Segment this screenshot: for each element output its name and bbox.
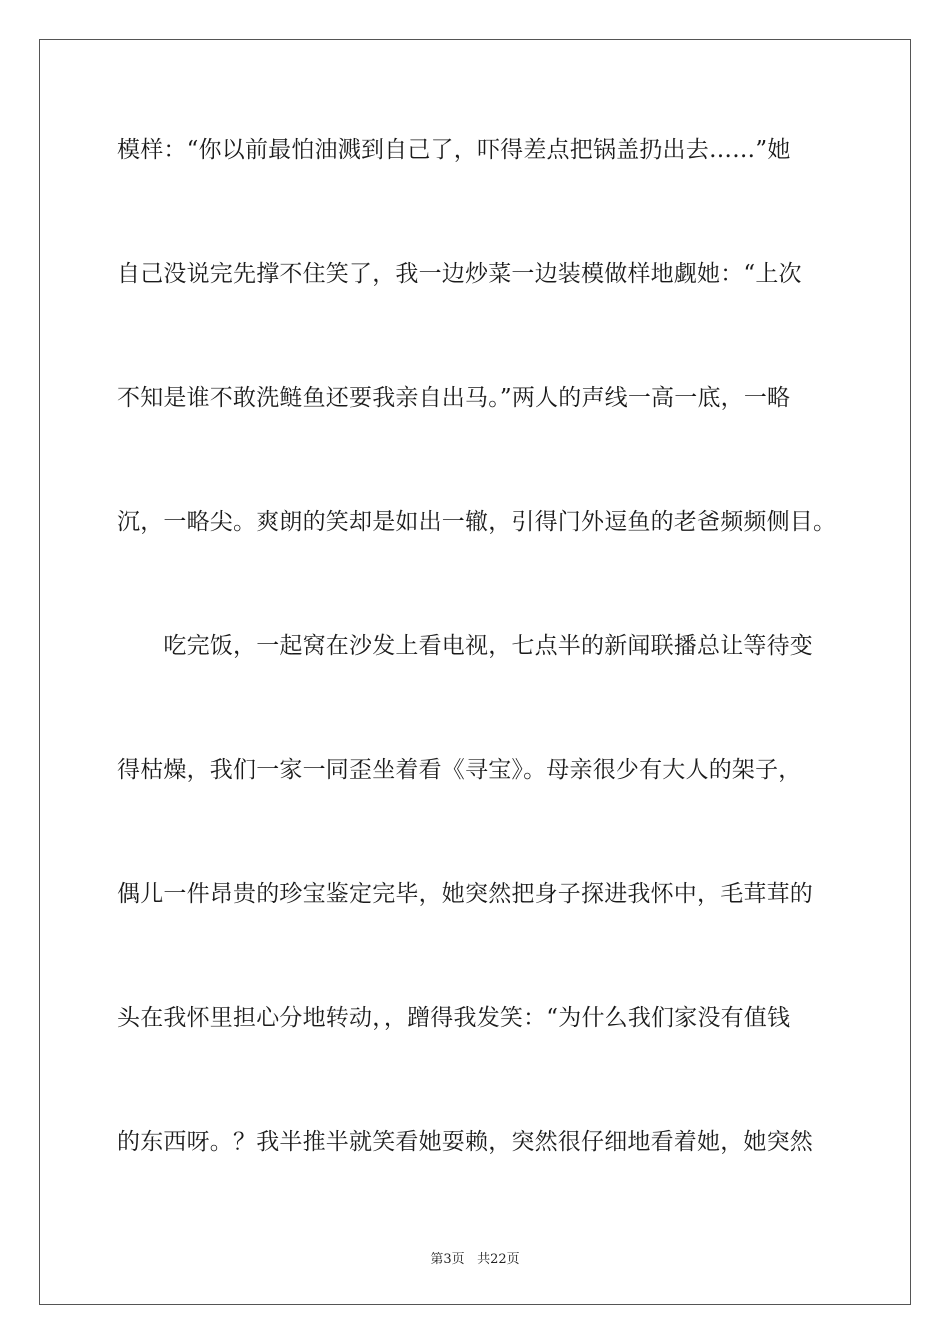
body-text-line-9: 的东西呀。？我半推半就笑看她耍赖，突然很仔细地看着她，她突然 xyxy=(117,1129,813,1155)
body-text-line-3: 不知是谁不敢洗鲢鱼还要我亲自出马。”两人的声线一高一底，一略 xyxy=(117,385,791,411)
body-text-line-4: 沉，一略尖。爽朗的笑却是如出一辙，引得门外逗鱼的老爸频频侧目。 xyxy=(117,509,837,535)
body-text-line-6: 得枯燥，我们一家一同歪坐着看《寻宝》。母亲很少有大人的架子， xyxy=(117,757,802,783)
page-border xyxy=(39,39,911,1305)
page-number: 第3页 xyxy=(430,1252,465,1267)
page-footer xyxy=(0,1248,950,1267)
body-text-line-8: 头在我怀里担心分地转动，，蹭得我发笑：“为什么我们家没有值钱 xyxy=(117,1005,791,1031)
body-text-line-7: 偶儿一件昂贵的珍宝鉴定完毕，她突然把身子探进我怀中，毛茸茸的 xyxy=(117,881,813,907)
body-text-line-5: 吃完饭，一起窝在沙发上看电视，七点半的新闻联播总让等待变 xyxy=(117,633,813,659)
total-pages: 共22页 xyxy=(477,1252,520,1267)
body-text-line-1: 模样：“你以前最怕油溅到自己了，吓得差点把锅盖扔出去……”她 xyxy=(117,137,791,163)
body-text-line-2: 自己没说完先撑不住笑了，我一边炒菜一边装模做样地觑她：“上次 xyxy=(117,261,802,287)
